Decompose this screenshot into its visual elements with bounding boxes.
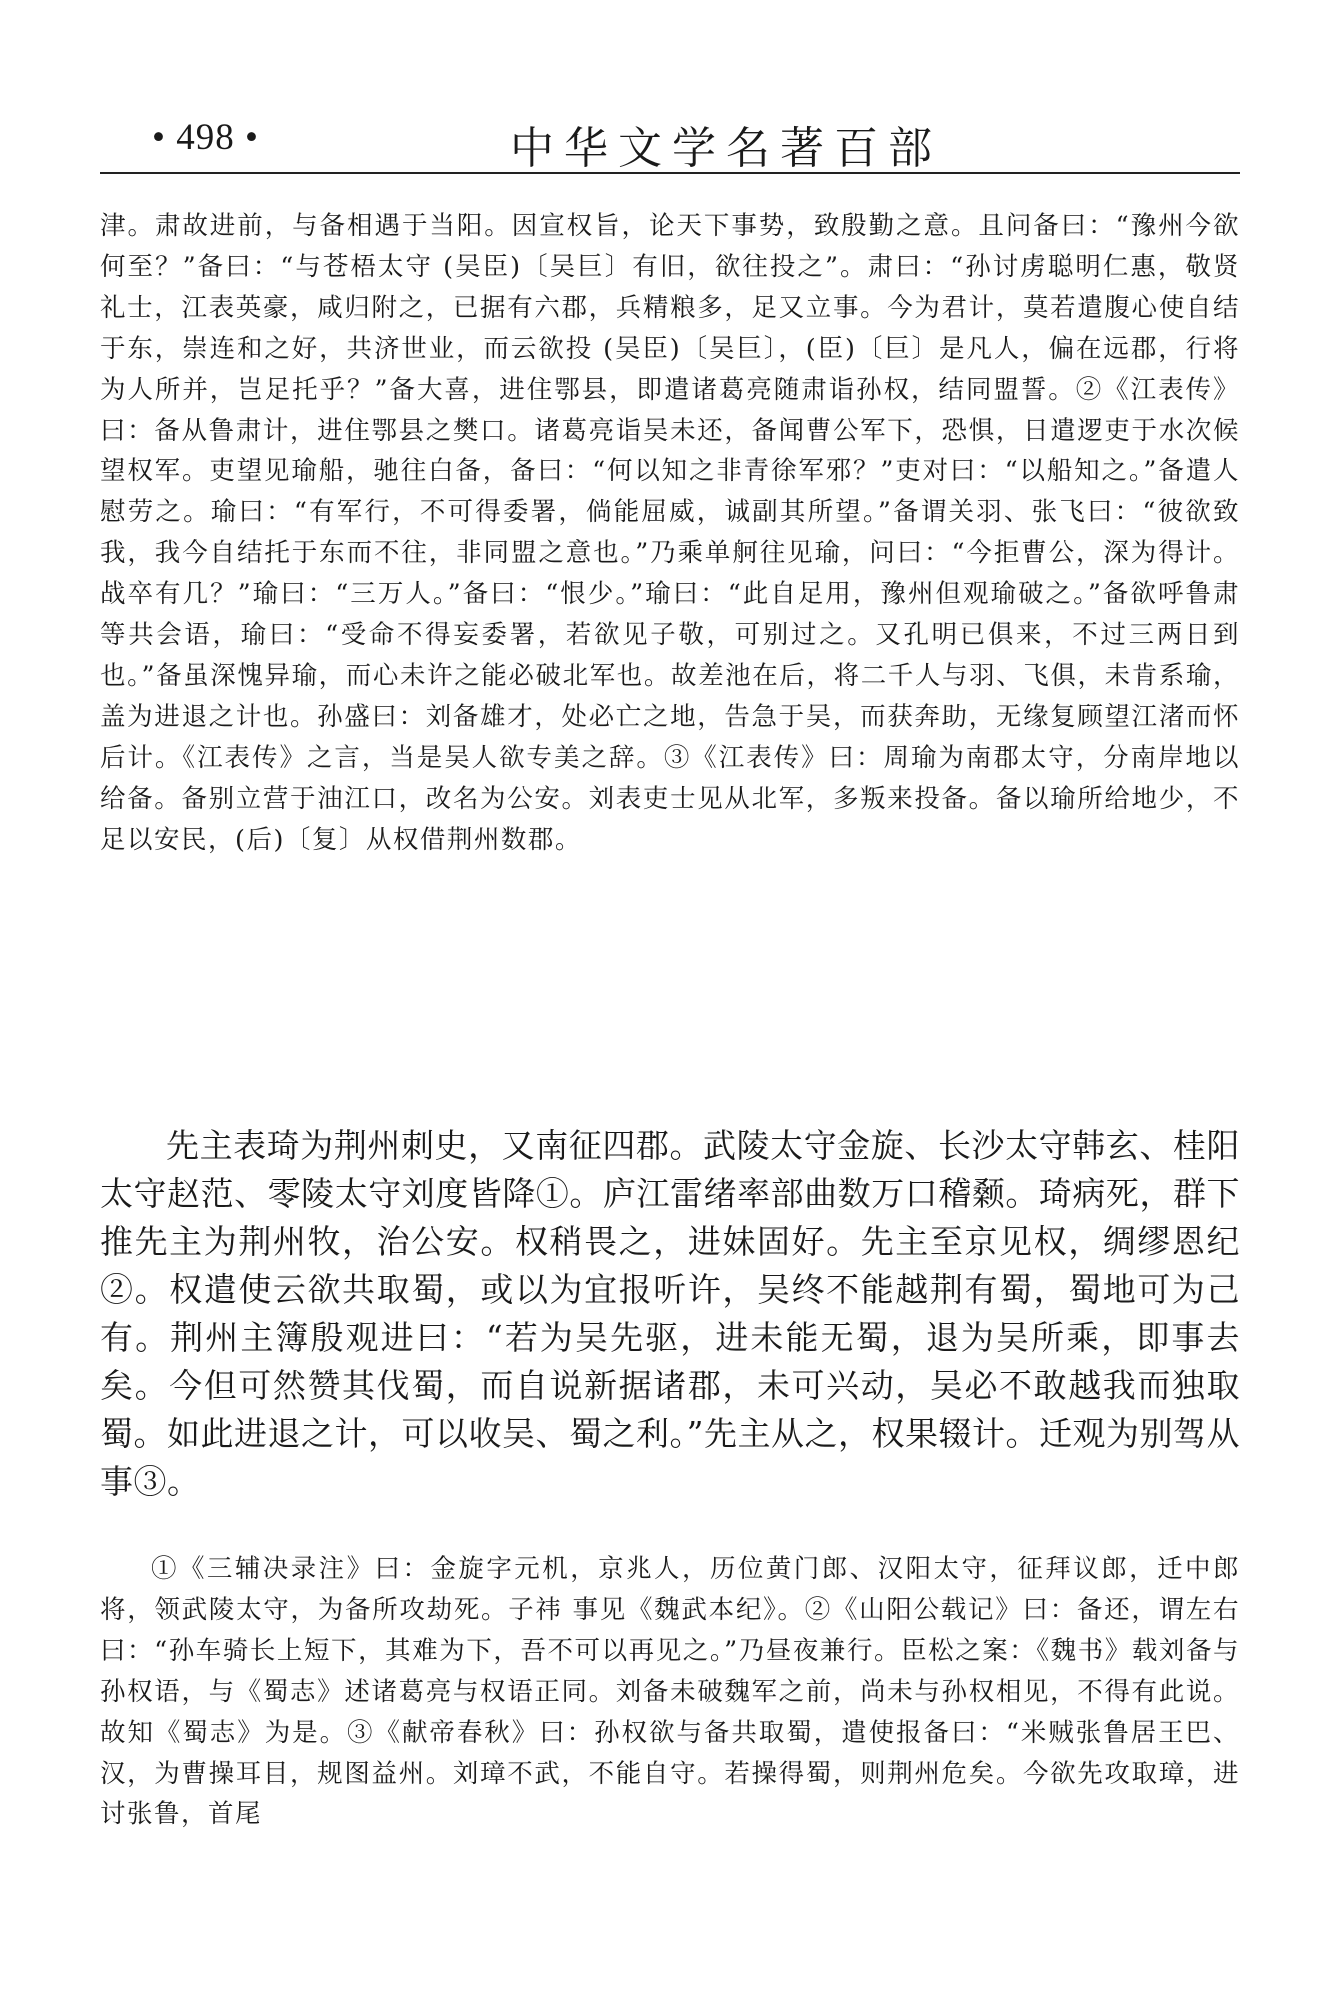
annotation-paragraph: ①《三辅决录注》曰：金旋字元机，京兆人，历位黄门郎、汉阳太守，征拜议郎，迁中郎将，领武陵太守，为备所攻劫死。子祎 事见《魏武本纪》。②《山阳公载记》曰：备还，谓左右曰：“孙车骑长上短下，其难为下，吾不可以再见之。”乃昼夜兼行。臣松之案：《魏书》载刘备与孙权语，与《蜀志》述诸葛亮与权语正同。刘备未破魏军之前，尚未与孙权相见，不得有此说。故知《蜀志》为是。③《献帝春秋》曰：孙权欲与备共取蜀，遣使报备曰：“米贼张鲁居王巴、汉，为曹操耳目，规图益州。刘璋不武，不能自守。若操得蜀，则荆州危矣。今欲先攻取璋，进讨张鲁，首尾 <box>100 1554 1240 1830</box>
book-title: 中华文学名著百部 <box>510 123 942 174</box>
page-header <box>100 108 1240 174</box>
main-text-paragraph: 先主表琦为荆州刺史，又南征四郡。武陵太守金旋、长沙太守韩玄、桂阳太守赵范、零陵太守刘度皆降①。庐江雷绪率部曲数万口稽颡。琦病死，群下推先主为荆州牧，治公安。权稍畏之，进妹固好。先主至京见权，绸缪恩纪②。权遣使云欲共取蜀，或以为宜报听许，吴终不能越荆有蜀，蜀地可为己有。荆州主簿殷观进曰：“若为吴先驱，进未能无蜀，退为吴所乘，即事去矣。今但可然赞其伐蜀，而自说新据诸郡，未可兴动，吴必不敢越我而独取蜀。如此进退之计，可以收吴、蜀之利。”先主从之，权果辍计。迁观为别驾从事③。 <box>100 1126 1240 1501</box>
header-rule <box>100 172 1240 174</box>
annotation-block-top <box>100 206 1240 1066</box>
page-number: • 498 • <box>152 117 259 158</box>
annotation-paragraph: 津。肃故进前，与备相遇于当阳。因宣权旨，论天下事势，致殷勤之意。且问备曰：“豫州今欲何至？”备曰：“与苍梧太守 (吴臣)〔吴巨〕有旧，欲往投之”。肃曰：“孙讨虏聪明仁惠，敬贤礼士，江表英豪，咸归附之，已据有六郡，兵精粮多，足又立事。今为君计，莫若遣腹心使自结于东，崇连和之好，共济世业，而云欲投 (吴臣)〔吴巨〕，(臣)〔巨〕是凡人，偏在远郡，行将为人所并，岂足托乎？”备大喜，进住鄂县，即遣诸葛亮随肃诣孙权，结同盟誓。②《江表传》曰：备从鲁肃计，进住鄂县之樊口。诸葛亮诣吴未还，备闻曹公军下，恐惧，日遣逻吏于水次候望权军。吏望见瑜船，驰往白备，备曰：“何以知之非青徐军邪？”吏对曰：“以船知之。”备遣人慰劳之。瑜曰：“有军行，不可得委署，倘能屈威，诚副其所望。”备谓关羽、张飞曰：“彼欲致我，我今自结托于东而不往，非同盟之意也。”乃乘单舸往见瑜，问曰：“今拒曹公，深为得计。战卒有几？”瑜曰：“三万人。”备曰：“恨少。”瑜曰：“此自足用，豫州但观瑜破之。”备欲呼鲁肃等共会语，瑜曰：“受命不得妄委署，若欲见子敬，可别过之。又孔明已俱来，不过三两日到也。”备虽深愧异瑜，而心未许之能必破北军也。故差池在后，将二千人与羽、飞俱，未肯系瑜，盖为进退之计也。孙盛曰：刘备雄才，处必亡之地，告急于吴，而获奔助，无缘复顾望江渚而怀后计。《江表传》之言，当是吴人欲专美之辞。③《江表传》曰：周瑜为南郡太守，分南岸地以给备。备别立营于油江口，改名为公安。刘表吏士见从北军，多叛来投备。备以瑜所给地少，不足以安民，(后)〔复〕从权借荆州数郡。 <box>100 211 1240 855</box>
annotation-block-bottom <box>100 1549 1240 1969</box>
